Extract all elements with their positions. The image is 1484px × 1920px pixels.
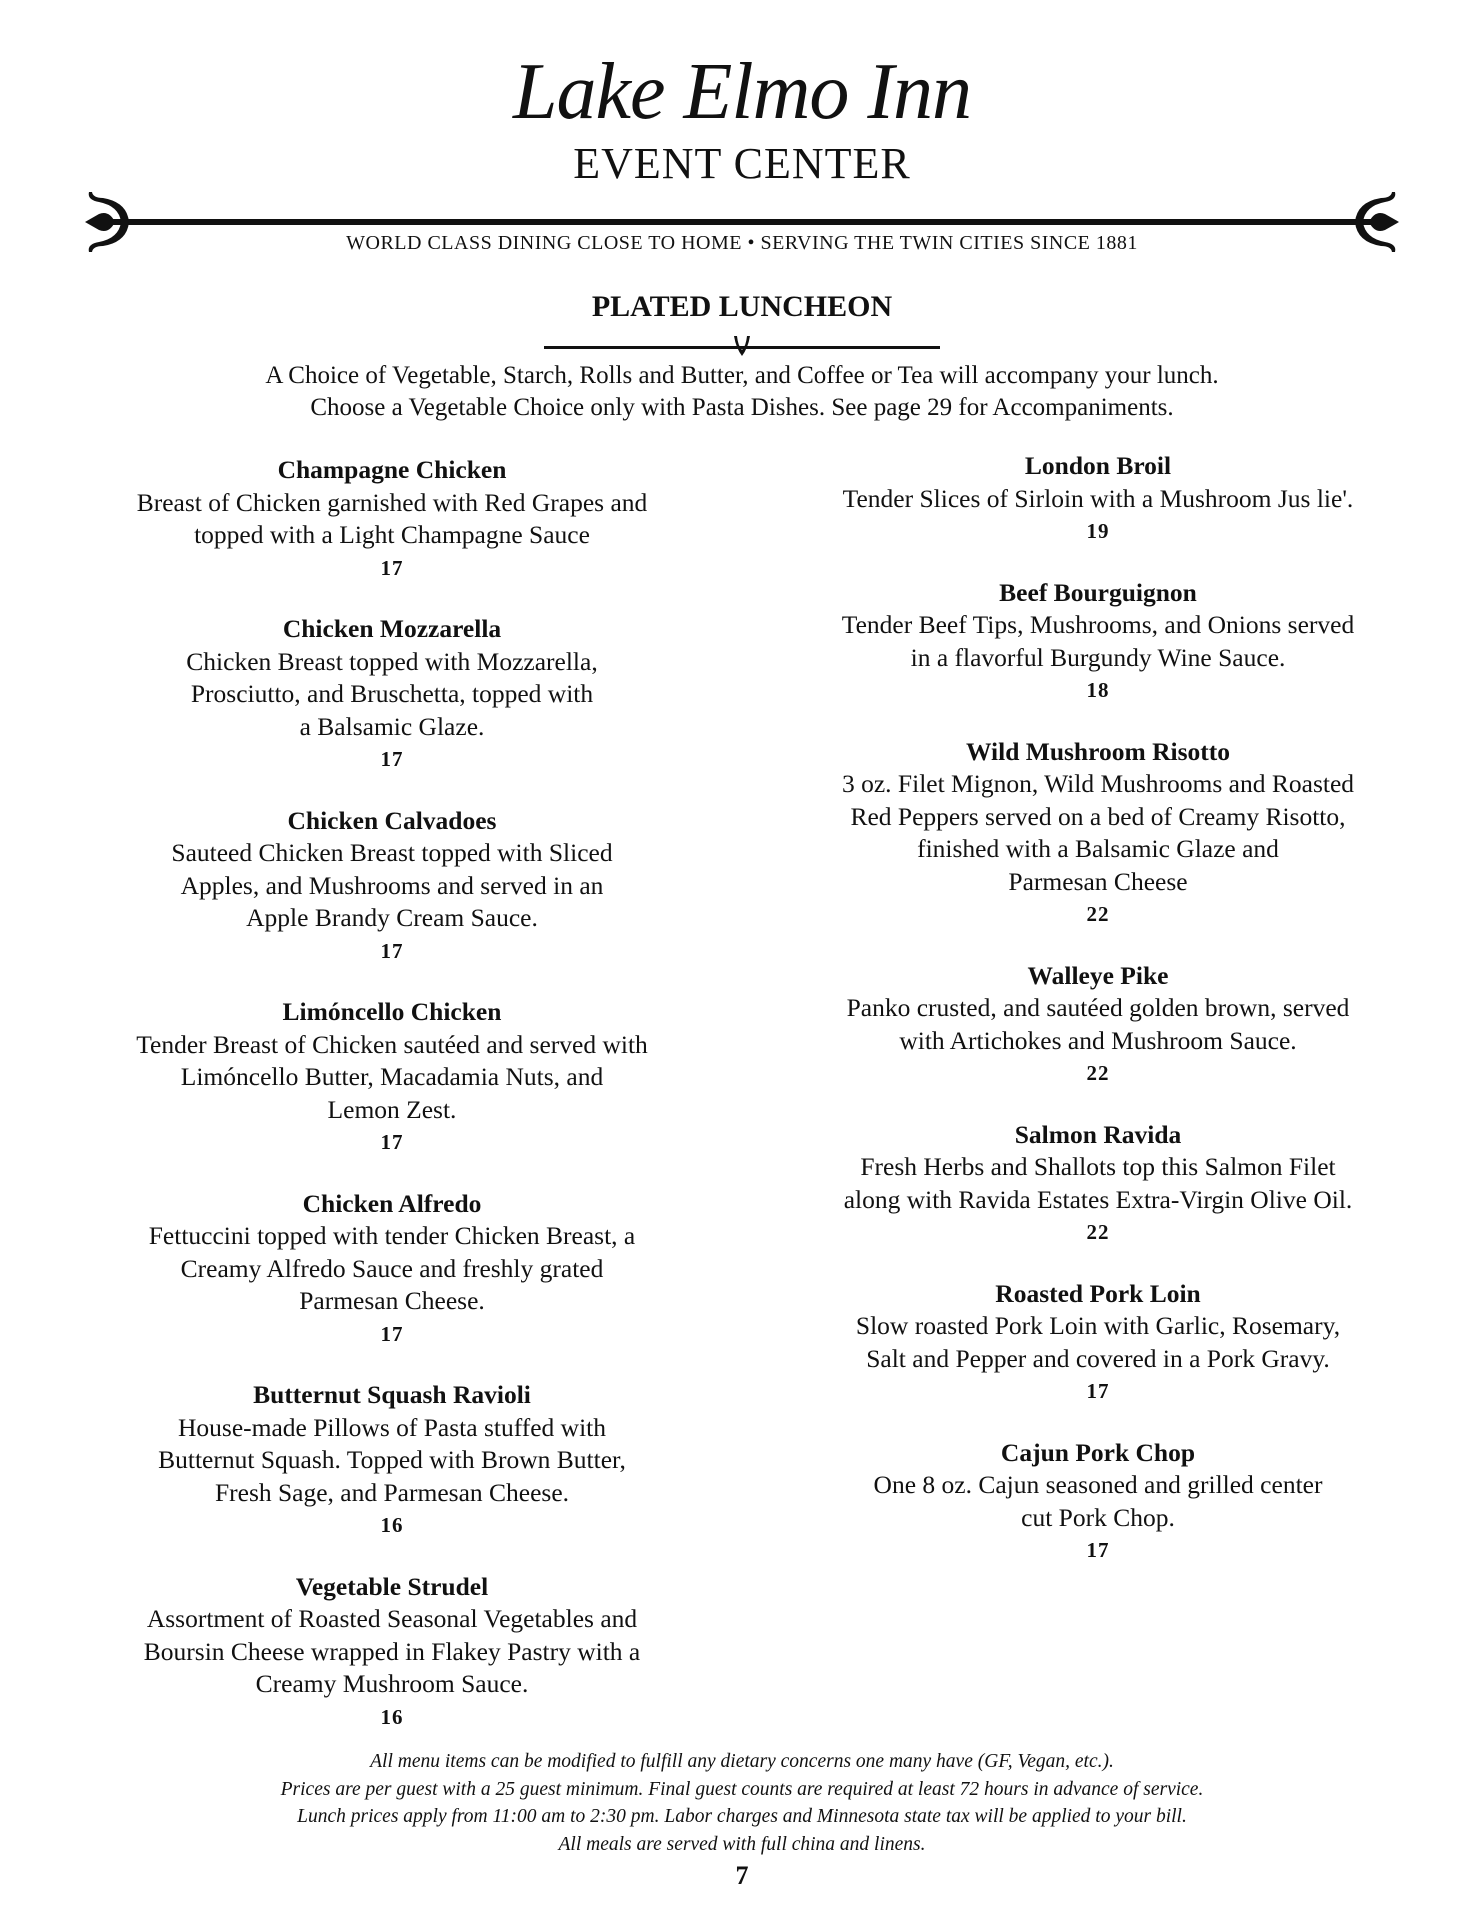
footer-note: Lunch prices apply from 11:00 am to 2:30 pm. Labor charges and Minnesota state tax will be applied to your bill. xyxy=(297,1806,1187,1827)
menu-item-description: Tender Beef Tips, Mushrooms, and Onions served xyxy=(841,610,1355,639)
menu-item-name: Salmon Ravida xyxy=(1014,1119,1182,1149)
footer-note: All menu items can be modified to fulfill any dietary concerns one many have (GF, Vegan, etc.). xyxy=(370,1751,1114,1772)
menu-item-price: 22 xyxy=(1086,1061,1110,1085)
menu-item-description: Prosciutto, and Bruschetta, topped with xyxy=(190,679,594,708)
menu-item-description: Butternut Squash. Topped with Brown Butter, xyxy=(158,1445,626,1474)
menu-item-description: Salt and Pepper and covered in a Pork Gravy. xyxy=(866,1343,1330,1373)
menu-item-name: Chicken Calvadoes xyxy=(287,805,497,835)
footer-note: All meals are served with full china and linens. xyxy=(558,1833,926,1855)
menu-item-description: Fresh Herbs and Shallots top this Salmon Filet xyxy=(860,1152,1336,1181)
menu-item-name: Chicken Alfredo xyxy=(302,1188,482,1218)
page-number: 7 xyxy=(735,1861,749,1890)
menu-item xyxy=(778,960,1418,1090)
menu-item-name: Limóncello Chicken xyxy=(282,997,502,1026)
menu-item xyxy=(778,736,1418,931)
section-intro xyxy=(0,360,1484,424)
menu-item-description: Lemon Zest. xyxy=(327,1094,457,1124)
footer-notes xyxy=(0,1748,1484,1858)
menu-item-name: Roasted Pork Loin xyxy=(995,1278,1201,1308)
menu-item-description: Creamy Alfredo Sauce and freshly grated xyxy=(180,1253,604,1283)
intro-line: A Choice of Vegetable, Starch, Rolls and Butter, and Coffee or Tea will accompany your lunch. xyxy=(265,362,1219,389)
menu-item-description: Chicken Breast topped with Mozzarella, xyxy=(186,646,598,676)
venue-subtitle: EVENT CENTER xyxy=(573,139,911,188)
menu-item-description: Tender Slices of Sirloin with a Mushroom Jus lie'. xyxy=(842,483,1354,513)
menu-item xyxy=(72,1571,712,1734)
menu-item-price: 17 xyxy=(1086,1538,1110,1562)
menu-item-name: Wild Mushroom Risotto xyxy=(965,736,1230,766)
menu-item-description: Creamy Mushroom Sauce. xyxy=(255,1669,529,1698)
menu-item-description: Parmesan Cheese. xyxy=(299,1286,485,1315)
menu-item-description: a Balsamic Glaze. xyxy=(299,711,485,741)
menu-item xyxy=(778,1437,1418,1567)
menu-item-price: 16 xyxy=(380,1704,404,1729)
menu-item-name: Cajun Pork Chop xyxy=(1000,1437,1196,1467)
venue-title: Lake Elmo Inn xyxy=(512,48,971,136)
menu-item-name: Beef Bourguignon xyxy=(999,577,1197,607)
menu-item-price: 17 xyxy=(380,555,404,580)
menu-item-description: Boursin Cheese wrapped in Flakey Pastry with a xyxy=(143,1636,641,1666)
menu-item xyxy=(778,450,1418,548)
menu-item-description: finished with a Balsamic Glaze and xyxy=(917,834,1279,863)
menu-item-price: 22 xyxy=(1086,1220,1110,1244)
menu-item-name: Chicken Mozzarella xyxy=(282,614,502,643)
footer-note: Prices are per guest with a 25 guest minimum. Final guest counts are required at least 72 hours in advance of service. xyxy=(280,1778,1204,1800)
menu-item-price: 17 xyxy=(380,938,404,963)
menu-item xyxy=(72,996,712,1159)
menu-item xyxy=(778,577,1418,707)
menu-item-description: Slow roasted Pork Loin with Garlic, Rosemary, xyxy=(855,1311,1341,1340)
menu-item-name: London Broil xyxy=(1024,451,1172,480)
menu-item-description: Apples, and Mushrooms and served in an xyxy=(180,870,604,900)
menu-item-description: Red Peppers served on a bed of Creamy Risotto, xyxy=(850,801,1346,831)
menu-item-description: Fresh Sage, and Parmesan Cheese. xyxy=(214,1477,570,1507)
menu-item-description: Breast of Chicken garnished with Red Grapes and xyxy=(136,487,648,517)
menu-item xyxy=(778,1278,1418,1408)
menu-item-price: 16 xyxy=(380,1513,404,1537)
menu-item-price: 17 xyxy=(380,747,404,771)
menu-item-price: 17 xyxy=(380,1321,404,1346)
intro-line: Choose a Vegetable Choice only with Pasta Dishes. See page 29 for Accompaniments. xyxy=(310,394,1174,421)
menu-item-price: 17 xyxy=(1086,1379,1110,1403)
menu-item xyxy=(72,1379,712,1542)
menu-item-name: Champagne Chicken xyxy=(277,455,507,484)
menu-item-description: House-made Pillows of Pasta stuffed with xyxy=(177,1412,607,1442)
menu-item xyxy=(778,1119,1418,1249)
menu-item-description: with Artichokes and Mushroom Sauce. xyxy=(899,1025,1297,1055)
menu-item-description: Apple Brandy Cream Sauce. xyxy=(246,903,538,932)
menu-item-description: Parmesan Cheese xyxy=(1008,866,1188,896)
menu-item-description: cut Pork Chop. xyxy=(1021,1502,1175,1532)
menu-item xyxy=(72,454,712,584)
menu-item-price: 17 xyxy=(380,1130,404,1154)
menu-item-description: Limóncello Butter, Macadamia Nuts, and xyxy=(180,1062,604,1091)
menu-item-description: Fettuccini topped with tender Chicken Breast, a xyxy=(148,1221,636,1250)
menu-item-description: along with Ravida Estates Extra-Virgin Olive Oil. xyxy=(843,1184,1353,1214)
menu-item-description: topped with a Light Champagne Sauce xyxy=(194,520,590,549)
menu-item-name: Walleye Pike xyxy=(1027,960,1169,990)
menu-item-price: 18 xyxy=(1086,678,1110,702)
menu-item xyxy=(72,805,712,968)
menu-item-price: 19 xyxy=(1086,519,1110,543)
menu-item-description: Panko crusted, and sautéed golden brown, served xyxy=(846,993,1350,1022)
menu-item-description: Tender Breast of Chicken sautéed and served with xyxy=(136,1029,648,1059)
menu-column-right xyxy=(778,450,1418,1596)
menu-item-description: in a flavorful Burgundy Wine Sauce. xyxy=(910,642,1286,672)
menu-item xyxy=(72,1188,712,1351)
menu-item-description: Assortment of Roasted Seasonal Vegetables and xyxy=(146,1604,638,1633)
section-divider-icon xyxy=(544,332,940,362)
section-title: PLATED LUNCHEON xyxy=(591,290,893,323)
menu-item-price: 22 xyxy=(1086,902,1110,926)
menu-item xyxy=(72,613,712,776)
menu-column-left xyxy=(72,454,712,1762)
menu-item-name: Butternut Squash Ravioli xyxy=(253,1380,531,1409)
tagline: WORLD CLASS DINING CLOSE TO HOME • SERVING THE TWIN CITIES SINCE 1881 xyxy=(346,232,1138,254)
menu-item-description: One 8 oz. Cajun seasoned and grilled center xyxy=(873,1470,1323,1499)
menu-item-name: Vegetable Strudel xyxy=(295,1571,489,1601)
menu-item-description: Sauteed Chicken Breast topped with Sliced xyxy=(171,838,613,867)
menu-item-description: 3 oz. Filet Mignon, Wild Mushrooms and Roasted xyxy=(841,769,1355,798)
